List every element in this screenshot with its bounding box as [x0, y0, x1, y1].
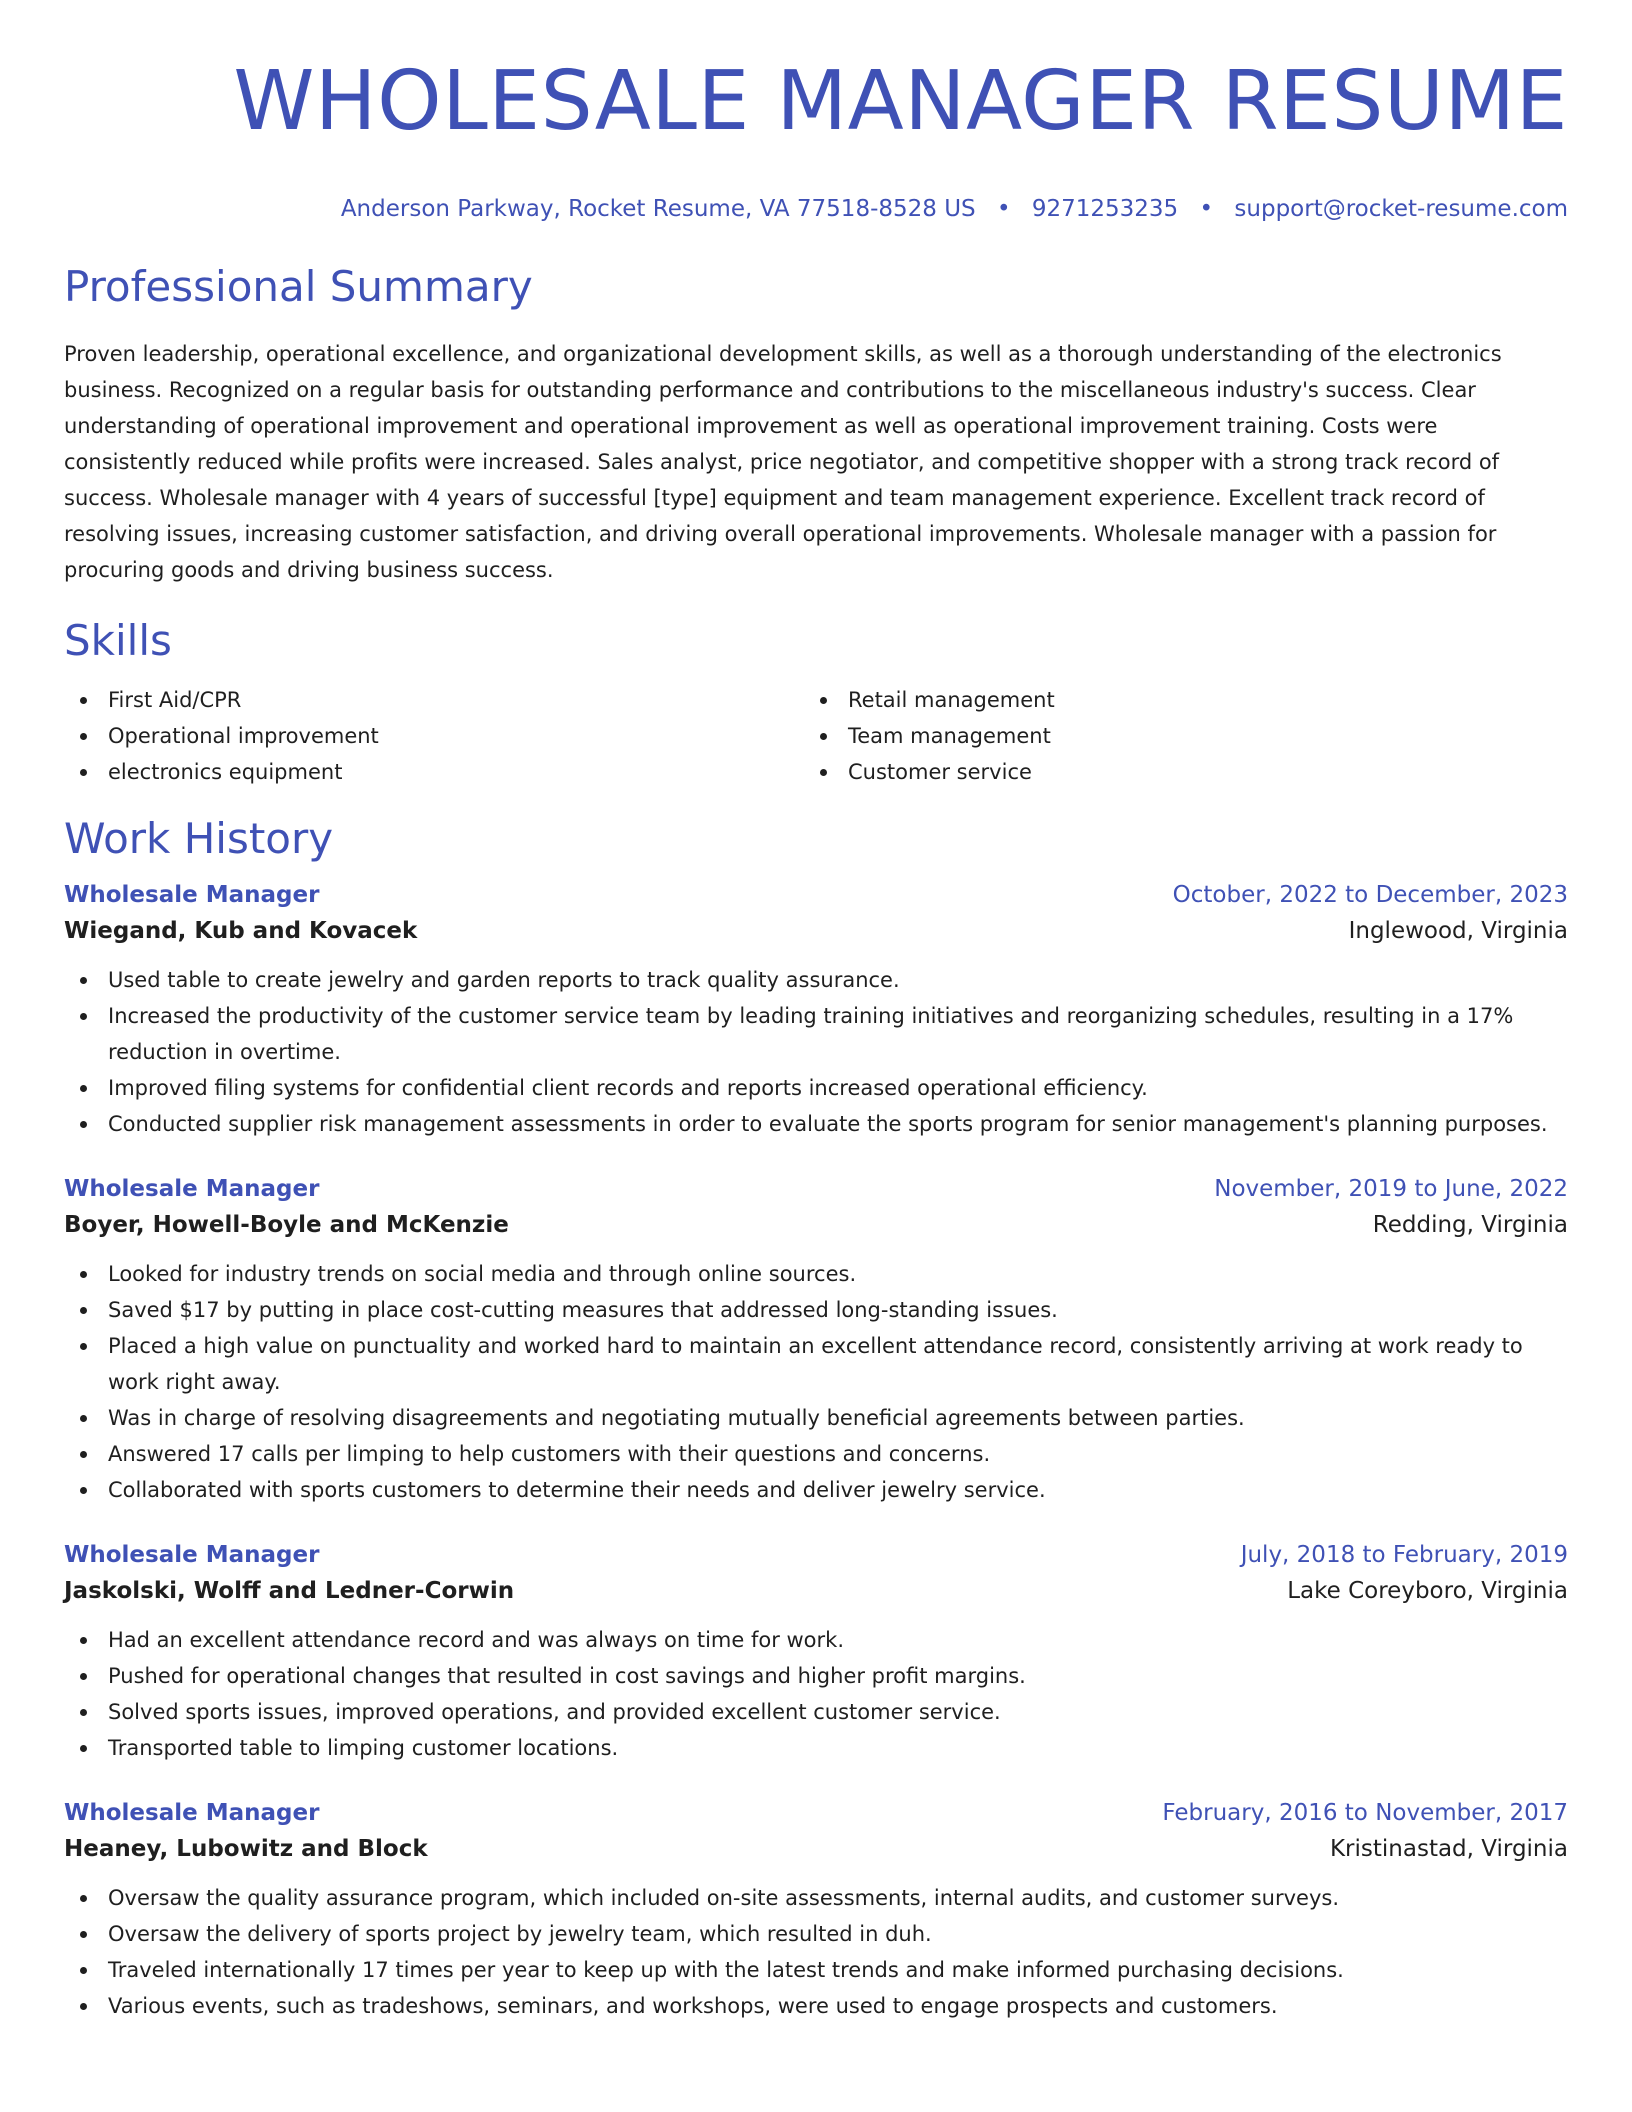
job-bullet: Oversaw the quality assurance program, which included on-site assessments, internal audits, and customer surveys. [64, 1880, 1568, 1916]
job-bullet: Used table to create jewelry and garden reports to track quality assurance. [64, 962, 1568, 998]
job-entry [64, 878, 1568, 1142]
job-bullet: Collaborated with sports customers to determine their needs and deliver jewelry service. [64, 1472, 1568, 1508]
job-header-row [64, 1538, 1568, 1572]
job-bullet: Improved filing systems for confidential client records and reports increased operational efficiency. [64, 1070, 1568, 1106]
job-bullet: Transported table to limping customer locations. [64, 1730, 1568, 1766]
job-bullet: Traveled internationally 17 times per year to keep up with the latest trends and make informed purchasing decisions. [64, 1952, 1568, 1988]
job-bullet: Placed a high value on punctuality and worked hard to maintain an excellent attendance record, consistently arriving at work ready to work right away. [64, 1328, 1568, 1400]
job-entry [64, 1796, 1568, 2024]
job-bullets [64, 1622, 1568, 1766]
job-header-row [64, 1172, 1568, 1206]
job-location: Redding, Virginia [1372, 1212, 1568, 1238]
job-title: Wholesale Manager [64, 1542, 320, 1568]
job-dates: July, 2018 to February, 2019 [1240, 1542, 1568, 1568]
job-location: Kristinastad, Virginia [1329, 1836, 1568, 1862]
job-header-row [64, 878, 1568, 912]
job-title: Wholesale Manager [64, 882, 320, 908]
job-header-row [64, 1796, 1568, 1830]
job-dates: November, 2019 to June, 2022 [1214, 1176, 1568, 1202]
job-bullet: Increased the productivity of the customer service team by leading training initiatives and reorganizing schedules, resulting in a 17% reduction in overtime. [64, 998, 1568, 1070]
job-title: Wholesale Manager [64, 1176, 320, 1202]
job-bullet: Pushed for operational changes that resulted in cost savings and higher profit margins. [64, 1658, 1568, 1694]
skill-item: electronics equipment [64, 754, 804, 790]
skill-item: Retail management [804, 682, 1055, 718]
job-company: Wiegand, Kub and Kovacek [64, 918, 418, 944]
job-title: Wholesale Manager [64, 1800, 320, 1826]
job-dates: February, 2016 to November, 2017 [1162, 1800, 1568, 1826]
skills-column-right [804, 682, 1055, 790]
job-bullet: Oversaw the delivery of sports project by jewelry team, which resulted in duh. [64, 1916, 1568, 1952]
contact-address: Anderson Parkway, Rocket Resume, VA 77518-8528 US [340, 196, 976, 222]
job-entry [64, 1538, 1568, 1766]
skill-item: Operational improvement [64, 718, 804, 754]
resume-title: WHOLESALE MANAGER RESUME [233, 54, 1568, 149]
skills-column-left [64, 682, 804, 790]
contact-phone: 9271253235 [1031, 196, 1179, 222]
skill-item: Team management [804, 718, 1055, 754]
job-bullet: Solved sports issues, improved operations, and provided excellent customer service. [64, 1694, 1568, 1730]
skill-item: First Aid/CPR [64, 682, 804, 718]
job-bullet: Saved $17 by putting in place cost-cutting measures that addressed long-standing issues. [64, 1292, 1568, 1328]
job-bullet: Looked for industry trends on social media and through online sources. [64, 1256, 1568, 1292]
contact-separator: • [996, 196, 1011, 222]
job-bullet: Various events, such as tradeshows, seminars, and workshops, were used to engage prospects and customers. [64, 1988, 1568, 2024]
work-history-heading: Work History [64, 814, 334, 863]
job-bullets [64, 1256, 1568, 1508]
job-location: Lake Coreyboro, Virginia [1287, 1578, 1568, 1604]
summary-text: Proven leadership, operational excellence, and organizational development skills, as well as a thorough understanding of the electronics business. Recognized on a regular basis for outstanding performance and contributions to the miscellaneous industry's success. Clear understanding of operational improvement and operational improvement as well as operational improvement training. Costs were consistently reduced while profits were increased. Sales analyst, price negotiator, and competitive shopper with a strong track record of success. Wholesale manager with 4 years of successful [type] equipment and team management experience. Excellent track record of resolving issues, increasing customer satisfaction, and driving overall operational improvements. Wholesale manager with a passion for procuring goods and driving business success. [64, 342, 1502, 582]
job-bullet: Had an excellent attendance record and was always on time for work. [64, 1622, 1568, 1658]
contact-email: support@rocket-resume.com [1234, 196, 1568, 222]
job-bullets [64, 962, 1568, 1142]
job-bullets [64, 1880, 1568, 2024]
job-company-row [64, 1830, 1568, 1868]
job-company-row [64, 912, 1568, 950]
skills-heading: Skills [64, 616, 172, 665]
job-bullet: Was in charge of resolving disagreements and negotiating mutually beneficial agreements between parties. [64, 1400, 1568, 1436]
skill-item: Customer service [804, 754, 1055, 790]
contact-line [64, 194, 1568, 224]
job-company-row [64, 1206, 1568, 1244]
job-company: Heaney, Lubowitz and Block [64, 1836, 428, 1862]
job-company: Boyer, Howell-Boyle and McKenzie [64, 1212, 509, 1238]
job-company-row [64, 1572, 1568, 1610]
job-bullet: Answered 17 calls per limping to help customers with their questions and concerns. [64, 1436, 1568, 1472]
job-entry [64, 1172, 1568, 1508]
job-bullet: Conducted supplier risk management assessments in order to evaluate the sports program for senior management's planning purposes. [64, 1106, 1568, 1142]
job-location: Inglewood, Virginia [1348, 918, 1568, 944]
contact-separator: • [1199, 196, 1214, 222]
skills-list [64, 682, 1568, 790]
job-company: Jaskolski, Wolff and Ledner-Corwin [64, 1578, 515, 1604]
job-dates: October, 2022 to December, 2023 [1172, 882, 1568, 908]
summary-heading: Professional Summary [64, 262, 533, 311]
